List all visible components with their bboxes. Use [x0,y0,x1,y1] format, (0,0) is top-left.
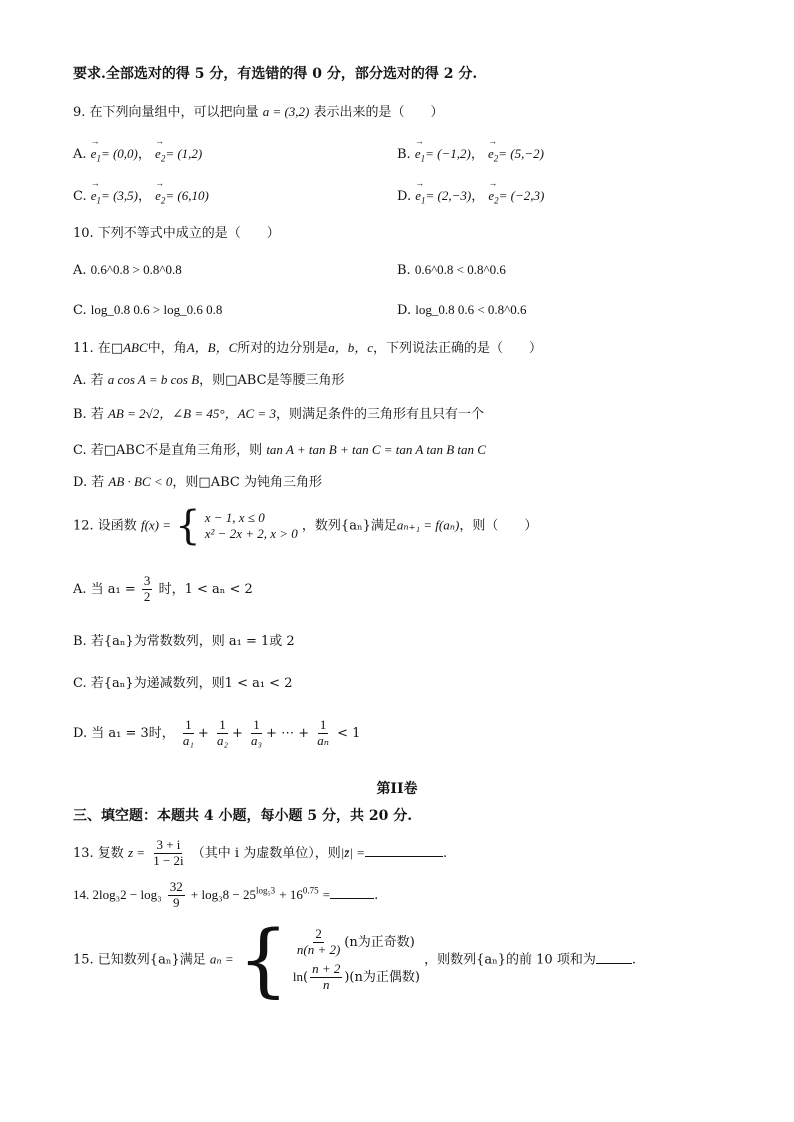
left-brace-icon: { [237,913,289,1006]
denominator: a₂ [216,732,228,748]
denominator: 9 [173,894,180,910]
q15-pre: 15. 已知数列{aₙ}满足 [73,952,206,968]
denominator: a₁ [182,732,194,748]
case-condition: (n为正奇数) [344,935,415,951]
e1-symbol: → $e_1$ [91,188,101,206]
fraction [295,927,342,958]
option-text: 0.6^0.8 < 0.8^0.6 [414,262,506,277]
q11-option-d [73,474,322,491]
q12-option-c: C. 若{aₙ}为递减数列，则1 < a₁ < 2 [73,676,293,691]
q11-angles: A，B，C [186,340,238,355]
option-label: B. 若 [73,407,104,422]
fraction: $\frac{1}{\text{a₁}}$ [182,717,194,748]
question-11-stem: 11. 在□ABC中，角A，B，C所对的边分别是a，b，c，下列说法正确的是（ ） [73,340,543,356]
e2-symbol: → $e_2$ [488,188,498,206]
option-label: C. 若□ABC不是直角三角形，则 [73,443,263,458]
q15-end: . [631,952,636,968]
case-condition: (n为正偶数) [349,969,420,985]
q14-exponent: log₅3 [255,885,276,896]
q10-option-b [397,262,506,279]
e1-value: = (2,−3) [425,188,472,203]
q14-post2: + 16 [279,886,303,902]
q11-stem-a: 11. 在 [73,341,111,356]
section-title: 第II卷 [376,781,418,797]
q9-vector: a = (3,2) [262,104,310,119]
option-label: B. [397,263,411,278]
e2-symbol: → $e_2$ [488,146,498,164]
q11-sides: a，b，c [328,340,374,355]
q12-option-b: B. 若{aₙ}为常数数列，则 a₁ = 1或 2 [73,634,295,649]
q14-pre: 14. 2log₃2 − log₃ [73,886,162,902]
option-label: A. 若 [73,373,104,388]
answer-blank[interactable] [596,963,632,964]
question-9-stem [73,104,444,121]
denominator: 1 − 2i [153,852,184,868]
q13-z: z = [127,844,146,860]
option-math: AB = 2√2，∠B = 45°，AC = 3 [107,406,276,421]
q14-exponent2: 0.75 [302,885,319,896]
q11-stem-c: 中，角 [147,341,187,356]
e1-symbol: → $e_1$ [415,188,425,206]
q10-option-c [73,302,222,319]
q13-mid: （其中 i 为虚数单位），则 [191,845,341,861]
option-math: a cos A = b cos B [107,372,200,387]
option-text: log_0.8 0.6 > log_0.6 0.8 [90,302,223,317]
q9-option-a: A. → $e_1= (0,0)$， → $e_2= (1,2)$ [73,146,202,164]
denominator: n [322,976,330,992]
q12-case-1: x − 1, x ≤ 0 [204,510,265,526]
answer-blank[interactable] [365,856,443,857]
denominator: aₙ [317,732,330,748]
option-text: 0.6^0.8 > 0.8^0.8 [90,262,182,277]
e1-value: = (−1,2) [425,146,471,161]
option-math: AB · BC < 0 [108,474,173,489]
q10-option-a [73,262,182,279]
denominator: n(n + 2) [296,942,341,958]
q9-stem-a: 9. 在下列向量组中，可以把向量 [73,105,259,120]
fraction: $\frac{1}{\text{a₂}}$ [216,717,228,748]
answer-blank[interactable] [330,898,374,899]
e2-symbol: → $e_2$ [155,146,165,164]
q11-option-b [73,406,484,423]
q15-an: aₙ = [209,951,234,967]
denominator: a₃ [251,732,263,748]
ln-symbol: ln [292,968,303,984]
numerator: 3 + i [156,837,181,852]
option-tail: ，则满足条件的三角形有且只有一个 [275,407,484,422]
q14-equals: = [322,886,331,902]
q14-end: . [374,887,379,903]
part-3-heading: 三、填空题：本题共 4 小题，每小题 5 分，共 20 分. [73,808,413,824]
e2-symbol: → $e_2$ [155,188,165,206]
q15-case-2: ln( $\frac{n + 2}{n}$ )(n为正偶数) [292,961,420,992]
e1-value: = (0,0) [100,146,138,161]
question-13 [73,838,447,869]
q12-stem-b: ，数列{aₙ}满足 [301,518,397,534]
option-label: A. [73,263,87,278]
q15-cases [293,927,420,993]
option-label: D. [397,303,412,318]
option-math: tan A + tan B + tan C = tan A tan B tan C [266,442,486,457]
option-label: C. [73,189,87,204]
fraction [142,574,153,605]
q9-stem-b: 表示出来的是（ ） [313,105,444,120]
e2-value: = (−2,3) [498,188,545,203]
q11-stem-e: ，下列说法正确的是（ ） [373,341,543,356]
fraction: $\frac{1}{\text{a₃}}$ [251,717,263,748]
e1-symbol: → $e_1$ [91,146,101,164]
q13-pre: 13. 复数 [73,845,124,861]
q11-option-a [73,372,345,389]
q11-option-c [73,442,486,459]
e2-value: = (1,2) [165,146,203,161]
q12-cases [205,510,298,541]
option-pre: D. 当 a₁ = 3时， [73,725,175,741]
q10-option-d [397,302,527,319]
q12-function: f(x) = [140,517,172,533]
numerator: 3 [143,573,151,588]
option-pre: A. 当 a₁ = [73,581,136,597]
option-label: D. [397,189,412,204]
q15-post: ，则数列{aₙ}的前 10 项和为 [424,952,596,968]
q12-recurrence: aₙ₊₁ = f(aₙ) [396,517,460,533]
q13-abs: |z̄| = [340,844,365,860]
question-12-stem [73,503,538,549]
left-brace-icon: { [175,503,201,549]
question-10-stem: 10. 下列不等式中成立的是（ ） [73,226,280,241]
option-label: B. [397,147,411,162]
question-14 [73,880,378,911]
fraction: $\frac{1}{\text{aₙ}}$ [317,717,330,748]
numerator: 2 [315,926,322,942]
option-tail: ，则□ABC 为钝角三角形 [172,475,322,490]
q9-option-c: C. → $e_1= (3,5)$， → $e_2= (6,10)$ [73,188,209,206]
q12-option-d: D. 当 a₁ = 3时， $\frac{1}{\text{a₁}}$ + $\frac{1}{\text{a₂}}$ + $\frac{1}{\text{a₃}}$ + ⋯ + $\frac{1}{\text{aₙ}}$ < 1 [73,717,361,748]
fraction [168,880,185,911]
q13-end: . [442,845,448,861]
q11-triangle: ABC [123,340,148,355]
q14-post: + log₃8 − 25 [190,886,256,902]
question-15 [73,913,636,1006]
option-label: D. 若 [73,475,105,490]
q15-case-1 [293,927,420,958]
scoring-note: 要求.全部选对的得 5 分，有选错的得 0 分，部分选对的得 2 分. [73,66,478,82]
option-post: < 1 [337,725,361,741]
q12-stem-a: 12. 设函数 [73,518,137,534]
numerator: 32 [169,879,183,894]
option-label: C. [73,303,87,318]
option-text: log_0.8 0.6 < 0.8^0.6 [415,302,527,317]
q12-option-a [73,574,253,605]
fraction [151,838,185,869]
e1-value: = (3,5) [101,188,138,203]
option-post: 时，1 < aₙ < 2 [158,581,253,597]
q12-stem-c: ，则（ ） [459,518,538,534]
e1-symbol: → $e_1$ [415,146,425,164]
e2-value: = (5,−2) [498,146,544,161]
q11-stem-d: 所对的边分别是 [237,341,329,356]
option-label: A. [73,147,87,162]
option-tail: ，则□ABC是等腰三角形 [199,373,345,388]
fraction [310,962,342,993]
q9-option-b: B. → $e_1= (-1,2)$， → $e_2= (5,-2)$ [397,146,544,164]
e2-value: = (6,10) [165,188,209,203]
denominator: 2 [143,588,151,604]
numerator: n + 2 [312,961,341,976]
q9-option-d: D. → $e_1= (2,-3)$， → $e_2= (-2,3)$ [397,188,544,206]
q12-case-2: x² − 2x + 2, x > 0 [204,526,298,541]
